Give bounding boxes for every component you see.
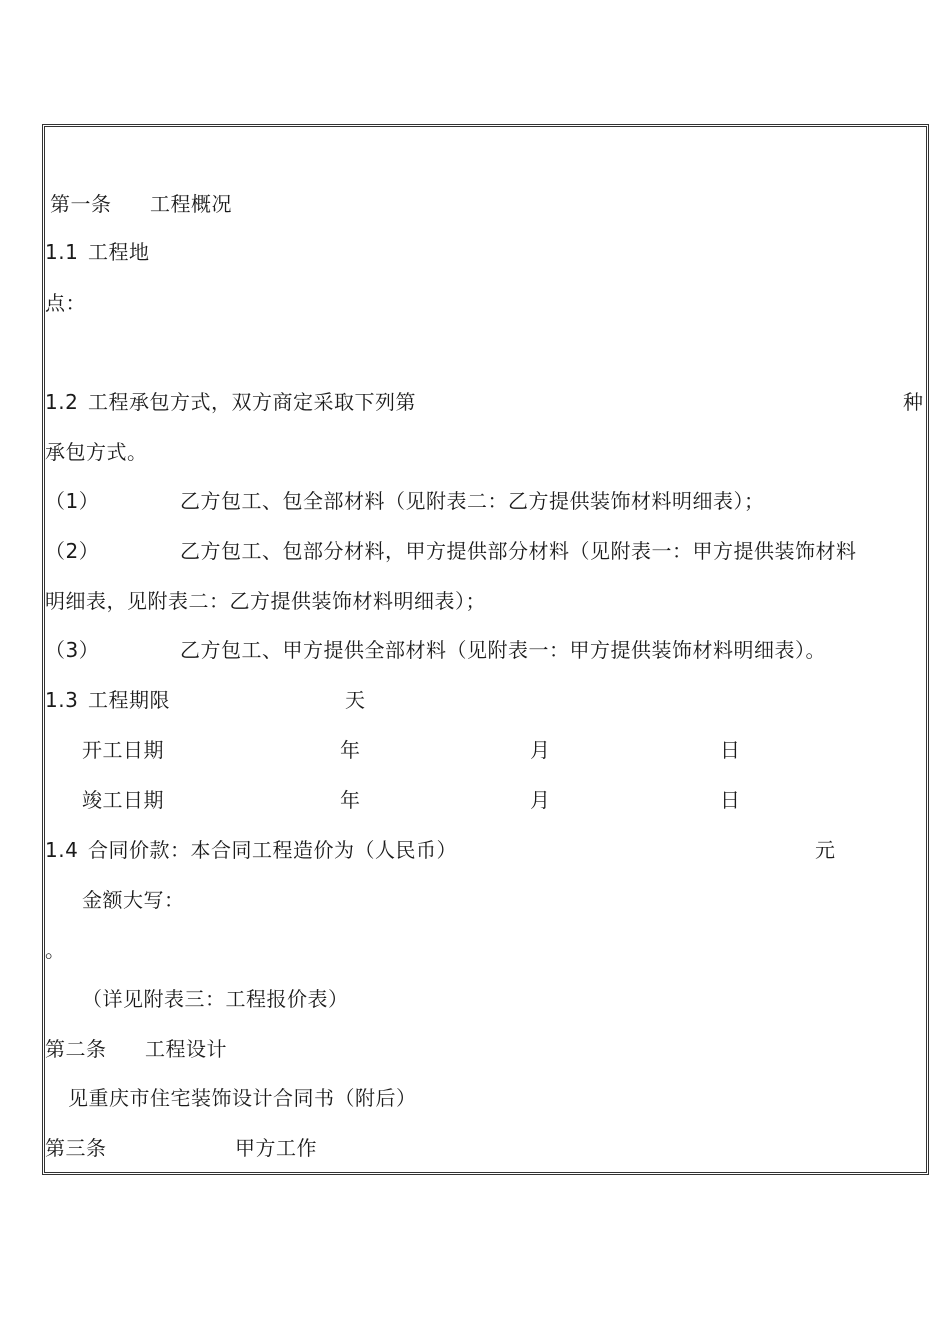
see-attachment-note: （详见附表三：工程报价表）	[82, 987, 349, 1011]
article1-heading-num: 第一条	[50, 192, 112, 216]
option-2-text: 乙方包工、包部分材料，甲方提供部分材料（见附表一：甲方提供装饰材料	[180, 539, 857, 563]
section-1-2-tail: 种	[903, 390, 924, 414]
end-month-label: 月	[530, 788, 551, 812]
option-3-text: 乙方包工、甲方提供全部材料（见附表一：甲方提供装饰材料明细表）。	[180, 638, 826, 662]
article2-heading-num: 第二条	[45, 1037, 107, 1061]
article1-heading-title: 工程概况	[150, 192, 232, 216]
section-1-2-cont: 承包方式。	[45, 440, 148, 464]
section-1-4-num: 1.4	[45, 838, 79, 862]
amount-period: 。	[45, 938, 66, 962]
article3-heading-num: 第三条	[45, 1136, 107, 1160]
article2-text: 见重庆市住宅装饰设计合同书（附后）	[68, 1086, 417, 1110]
option-3-num: （3）	[45, 638, 100, 662]
option-2-num: （2）	[45, 539, 100, 563]
end-day-label: 日	[720, 788, 741, 812]
amount-words-label: 金额大写：	[82, 888, 185, 912]
option-1-text: 乙方包工、包全部材料（见附表二：乙方提供装饰材料明细表）；	[180, 489, 765, 513]
section-1-1-num: 1.1	[45, 240, 79, 264]
section-1-3-text: 工程期限	[88, 688, 170, 712]
article2-heading-title: 工程设计	[145, 1037, 227, 1061]
section-1-3-num: 1.3	[45, 688, 79, 712]
section-1-1-cont: 点：	[45, 291, 86, 315]
option-1-num: （1）	[45, 489, 100, 513]
section-1-3-unit: 天	[345, 688, 366, 712]
section-1-4-unit: 元	[815, 838, 836, 862]
start-date-label: 开工日期	[82, 738, 164, 762]
section-1-4-text: 合同价款：本合同工程造价为（人民币）	[88, 838, 457, 862]
start-year-label: 年	[340, 738, 361, 762]
section-1-2-text: 工程承包方式，双方商定采取下列第	[88, 390, 416, 414]
start-day-label: 日	[720, 738, 741, 762]
end-date-label: 竣工日期	[82, 788, 164, 812]
section-1-2-num: 1.2	[45, 390, 79, 414]
section-1-1-text: 工程地	[88, 240, 150, 264]
article3-heading-title: 甲方工作	[235, 1136, 317, 1160]
start-month-label: 月	[530, 738, 551, 762]
end-year-label: 年	[340, 788, 361, 812]
option-2-cont: 明细表，见附表二：乙方提供装饰材料明细表）；	[45, 589, 486, 613]
